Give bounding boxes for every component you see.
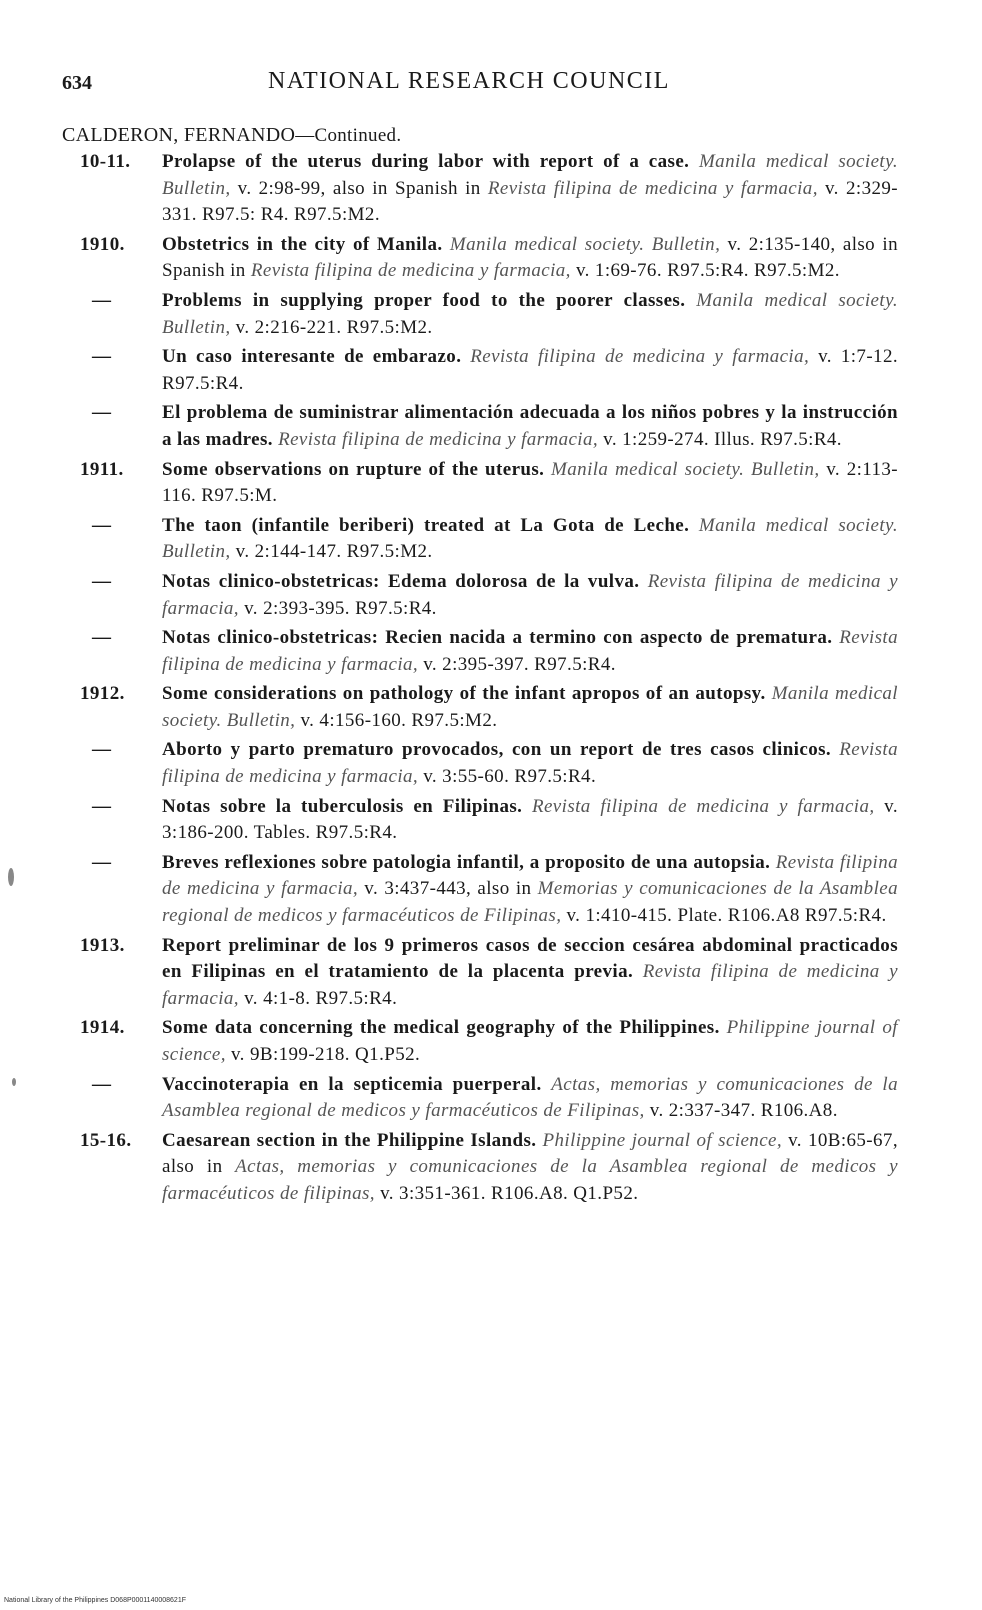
entry-journal: Revista filipina de medicina y farmacia,: [162, 627, 898, 675]
entry-title: El problema de suministrar alimentación adecuada a los niños pobres y la instrucción a las madres.: [162, 402, 898, 450]
entry-title: Some considerations on pathology of the infant apropos of an autopsy.: [162, 683, 766, 705]
entry-citation: v. 2:395-397. R97.5:R4.: [418, 653, 616, 675]
entry-text: [162, 933, 898, 1013]
entry-citation: v. 9B:199-218. Q1.P52.: [225, 1044, 421, 1065]
bibliography-entry: [62, 933, 898, 1013]
entry-citation: v. 2:337-347. R106.A8.: [644, 1100, 838, 1122]
entry-journal-secondary: Memorias y comunicaciones de la Asamblea regional de medicos y farmacéuticos de Filipinas,: [162, 878, 898, 927]
running-head: NATIONAL RESEARCH COUNCIL: [268, 68, 670, 94]
entry-journal-secondary: Revista filipina de medicina y farmacia,: [487, 177, 818, 199]
entry-year: —: [92, 739, 112, 761]
entry-year: —: [92, 346, 112, 368]
entry-year: —: [92, 795, 112, 817]
bibliography-entry: [62, 149, 898, 229]
entry-text: [162, 513, 898, 566]
entry-text: [162, 344, 898, 397]
bibliography-entry: [62, 457, 898, 510]
bibliography-entry: [62, 344, 898, 397]
bibliography-entry: [62, 288, 898, 341]
entry-text: [162, 625, 898, 678]
author-continued: —Continued.: [295, 125, 402, 146]
author-name: CALDERON, FERNANDO: [62, 124, 296, 146]
entry-year: 1914.: [80, 1017, 125, 1039]
entry-year: 1913.: [80, 934, 125, 956]
entry-text: [162, 794, 898, 847]
entry-journal: Revista filipina de medicina y farmacia,: [162, 570, 898, 619]
entry-year: —: [92, 627, 112, 649]
bibliography-entry: [62, 400, 898, 453]
entry-citation: v. 1:259-274. Illus. R97.5:R4.: [598, 428, 842, 450]
entry-year: 1911.: [80, 458, 124, 480]
entry-year: —: [92, 289, 112, 311]
entry-journal: Actas, memorias y comunicaciones de la Asamblea regional de medicos y farmacéuticos de Filipinas,: [162, 1073, 898, 1122]
entry-text: [162, 457, 898, 510]
entry-title: Notas clinico-obstetricas: Recien nacida a termino con aspecto de prematura.: [162, 627, 833, 649]
entry-year: —: [92, 1073, 112, 1095]
entry-journal: Manila medical society. Bulletin,: [449, 233, 721, 255]
entry-citation-secondary: v. 1:69-76. R97.5:R4. R97.5:M2.: [570, 260, 840, 282]
entry-citation: v. 2:393-395. R97.5:R4.: [238, 597, 437, 619]
entry-journal: Revista filipina de medicina y farmacia,: [470, 346, 810, 368]
entry-citation: v. 4:156-160. R97.5:M2.: [295, 709, 498, 731]
entry-title: Aborto y parto prematuro provocados, con un report de tres casos clinicos.: [162, 739, 832, 761]
entry-citation: v. 2:98-99, also in Spanish in: [230, 177, 488, 199]
entry-journal: Revista filipina de medicina y farmacia,: [162, 739, 898, 788]
entry-citation: v. 2:135-140, also in Spanish in: [162, 233, 898, 282]
bibliography-entry: [62, 625, 898, 678]
page-number: 634: [62, 72, 92, 94]
bibliography-entry: [62, 794, 898, 847]
entry-citation: v. 1:7-12. R97.5:R4.: [162, 346, 898, 394]
entry-journal: Revista filipina de medicina y farmacia,: [278, 428, 599, 450]
bibliography-entry: [62, 232, 898, 285]
bibliography-entry: [62, 850, 898, 930]
bibliography-entry: [62, 681, 898, 734]
entry-citation: v. 3:437-443, also in: [358, 878, 538, 900]
entry-text: [162, 288, 898, 341]
entry-text: [162, 681, 898, 734]
entry-citation: v. 3:186-200. Tables. R97.5:R4.: [162, 795, 899, 844]
bibliography-entry: [62, 1128, 898, 1208]
entry-text: [162, 737, 898, 790]
scan-smudge: [8, 868, 14, 886]
bibliography-entry: [62, 1072, 898, 1125]
entry-citation: v. 3:55-60. R97.5:R4.: [418, 766, 597, 788]
entry-citation: v. 2:144-147. R97.5:M2.: [230, 541, 433, 563]
entry-journal: Manila medical society. Bulletin,: [162, 683, 898, 731]
entry-year: 15-16.: [80, 1129, 132, 1151]
entry-title: Caesarean section in the Philippine Islands.: [162, 1129, 537, 1151]
entry-year: 1910.: [80, 233, 125, 255]
entry-title: Some data concerning the medical geography of the Philippines.: [162, 1017, 720, 1039]
author-heading: [62, 124, 401, 147]
entry-title: Prolapse of the uterus during labor with report of a case.: [162, 151, 690, 172]
entry-title: The taon (infantile beriberi) treated at La Gota de Leche.: [162, 514, 690, 536]
entry-title: Report preliminar de los 9 primeros casos de seccion cesárea abdominal practicados en Filipinas en el tratamiento de la placenta previa.: [162, 934, 898, 983]
entry-year: —: [92, 851, 112, 873]
entry-text: [162, 400, 898, 453]
page-header: [62, 68, 922, 108]
entry-journal: Revista filipina de medicina y farmacia,: [162, 851, 899, 900]
entry-journal: Philippine journal of science,: [542, 1129, 783, 1151]
entry-year: —: [92, 402, 112, 424]
entry-title: Un caso interesante de embarazo.: [162, 346, 462, 368]
entry-citation-secondary: v. 3:351-361. R106.A8. Q1.P52.: [374, 1182, 639, 1204]
entry-citation: v. 10B:65-67, also in: [162, 1129, 898, 1178]
entry-journal: Manila medical society. Bulletin,: [162, 514, 898, 563]
entry-journal: Manila medical society. Bulletin,: [551, 458, 820, 480]
entry-title: Notas clinico-obstetricas: Edema dolorosa de la vulva.: [162, 570, 640, 592]
entry-title: Notas sobre la tuberculosis en Filipinas.: [162, 795, 523, 817]
entry-journal-secondary: Actas, memorias y comunicaciones de la Asamblea regional de medicos y farmacéuticos de filipinas,: [162, 1156, 898, 1204]
entry-citation: v. 4:1-8. R97.5:R4.: [238, 987, 398, 1009]
entry-journal: Manila medical society. Bulletin,: [162, 289, 898, 338]
entry-text: [162, 1128, 898, 1208]
entry-citation-secondary: v. 2:329-331. R97.5: R4. R97.5:M2.: [162, 177, 899, 226]
entry-journal-secondary: Revista filipina de medicina y farmacia,: [250, 260, 571, 282]
entry-citation: v. 2:216-221. R97.5:M2.: [230, 316, 433, 338]
entry-text: [162, 1072, 898, 1125]
bibliography-list: [62, 146, 898, 1208]
entry-journal: Revista filipina de medicina y farmacia,: [531, 795, 875, 817]
bibliography-entry: [62, 569, 898, 622]
entry-journal: Manila medical society. Bulletin,: [162, 151, 899, 199]
entry-title: Problems in supplying proper food to the poorer classes.: [162, 289, 686, 311]
entry-title: Obstetrics in the city of Manila.: [162, 233, 443, 255]
entry-journal: Revista filipina de medicina y farmacia,: [162, 961, 898, 1009]
library-footer: National Library of the Philippines D068P0001140008621F: [4, 1597, 186, 1604]
entry-year: —: [92, 514, 112, 536]
bibliography-entry: [62, 513, 898, 566]
bibliography-entry: [62, 737, 898, 790]
bibliography-entry: [62, 1015, 898, 1068]
entry-citation-secondary: v. 1:410-415. Plate. R106.A8 R97.5:R4.: [561, 905, 887, 927]
entry-text: [162, 850, 898, 930]
entry-journal: Philippine journal of science,: [162, 1017, 898, 1065]
entry-text: [162, 569, 898, 622]
entry-title: Some observations on rupture of the uterus.: [162, 458, 545, 480]
entry-text: [162, 232, 898, 285]
entry-text: [162, 149, 898, 229]
entry-year: 1912.: [80, 683, 125, 705]
entry-title: Breves reflexiones sobre patologia infantil, a proposito de una autopsia.: [162, 851, 771, 873]
entry-year: —: [92, 570, 112, 592]
entry-title: Vaccinoterapia en la septicemia puerperal.: [162, 1073, 542, 1095]
entry-citation: v. 2:113-116. R97.5:M.: [162, 458, 899, 507]
scan-smudge: [12, 1078, 16, 1086]
entry-year: 10-11.: [80, 151, 131, 172]
entry-text: [162, 1015, 898, 1068]
